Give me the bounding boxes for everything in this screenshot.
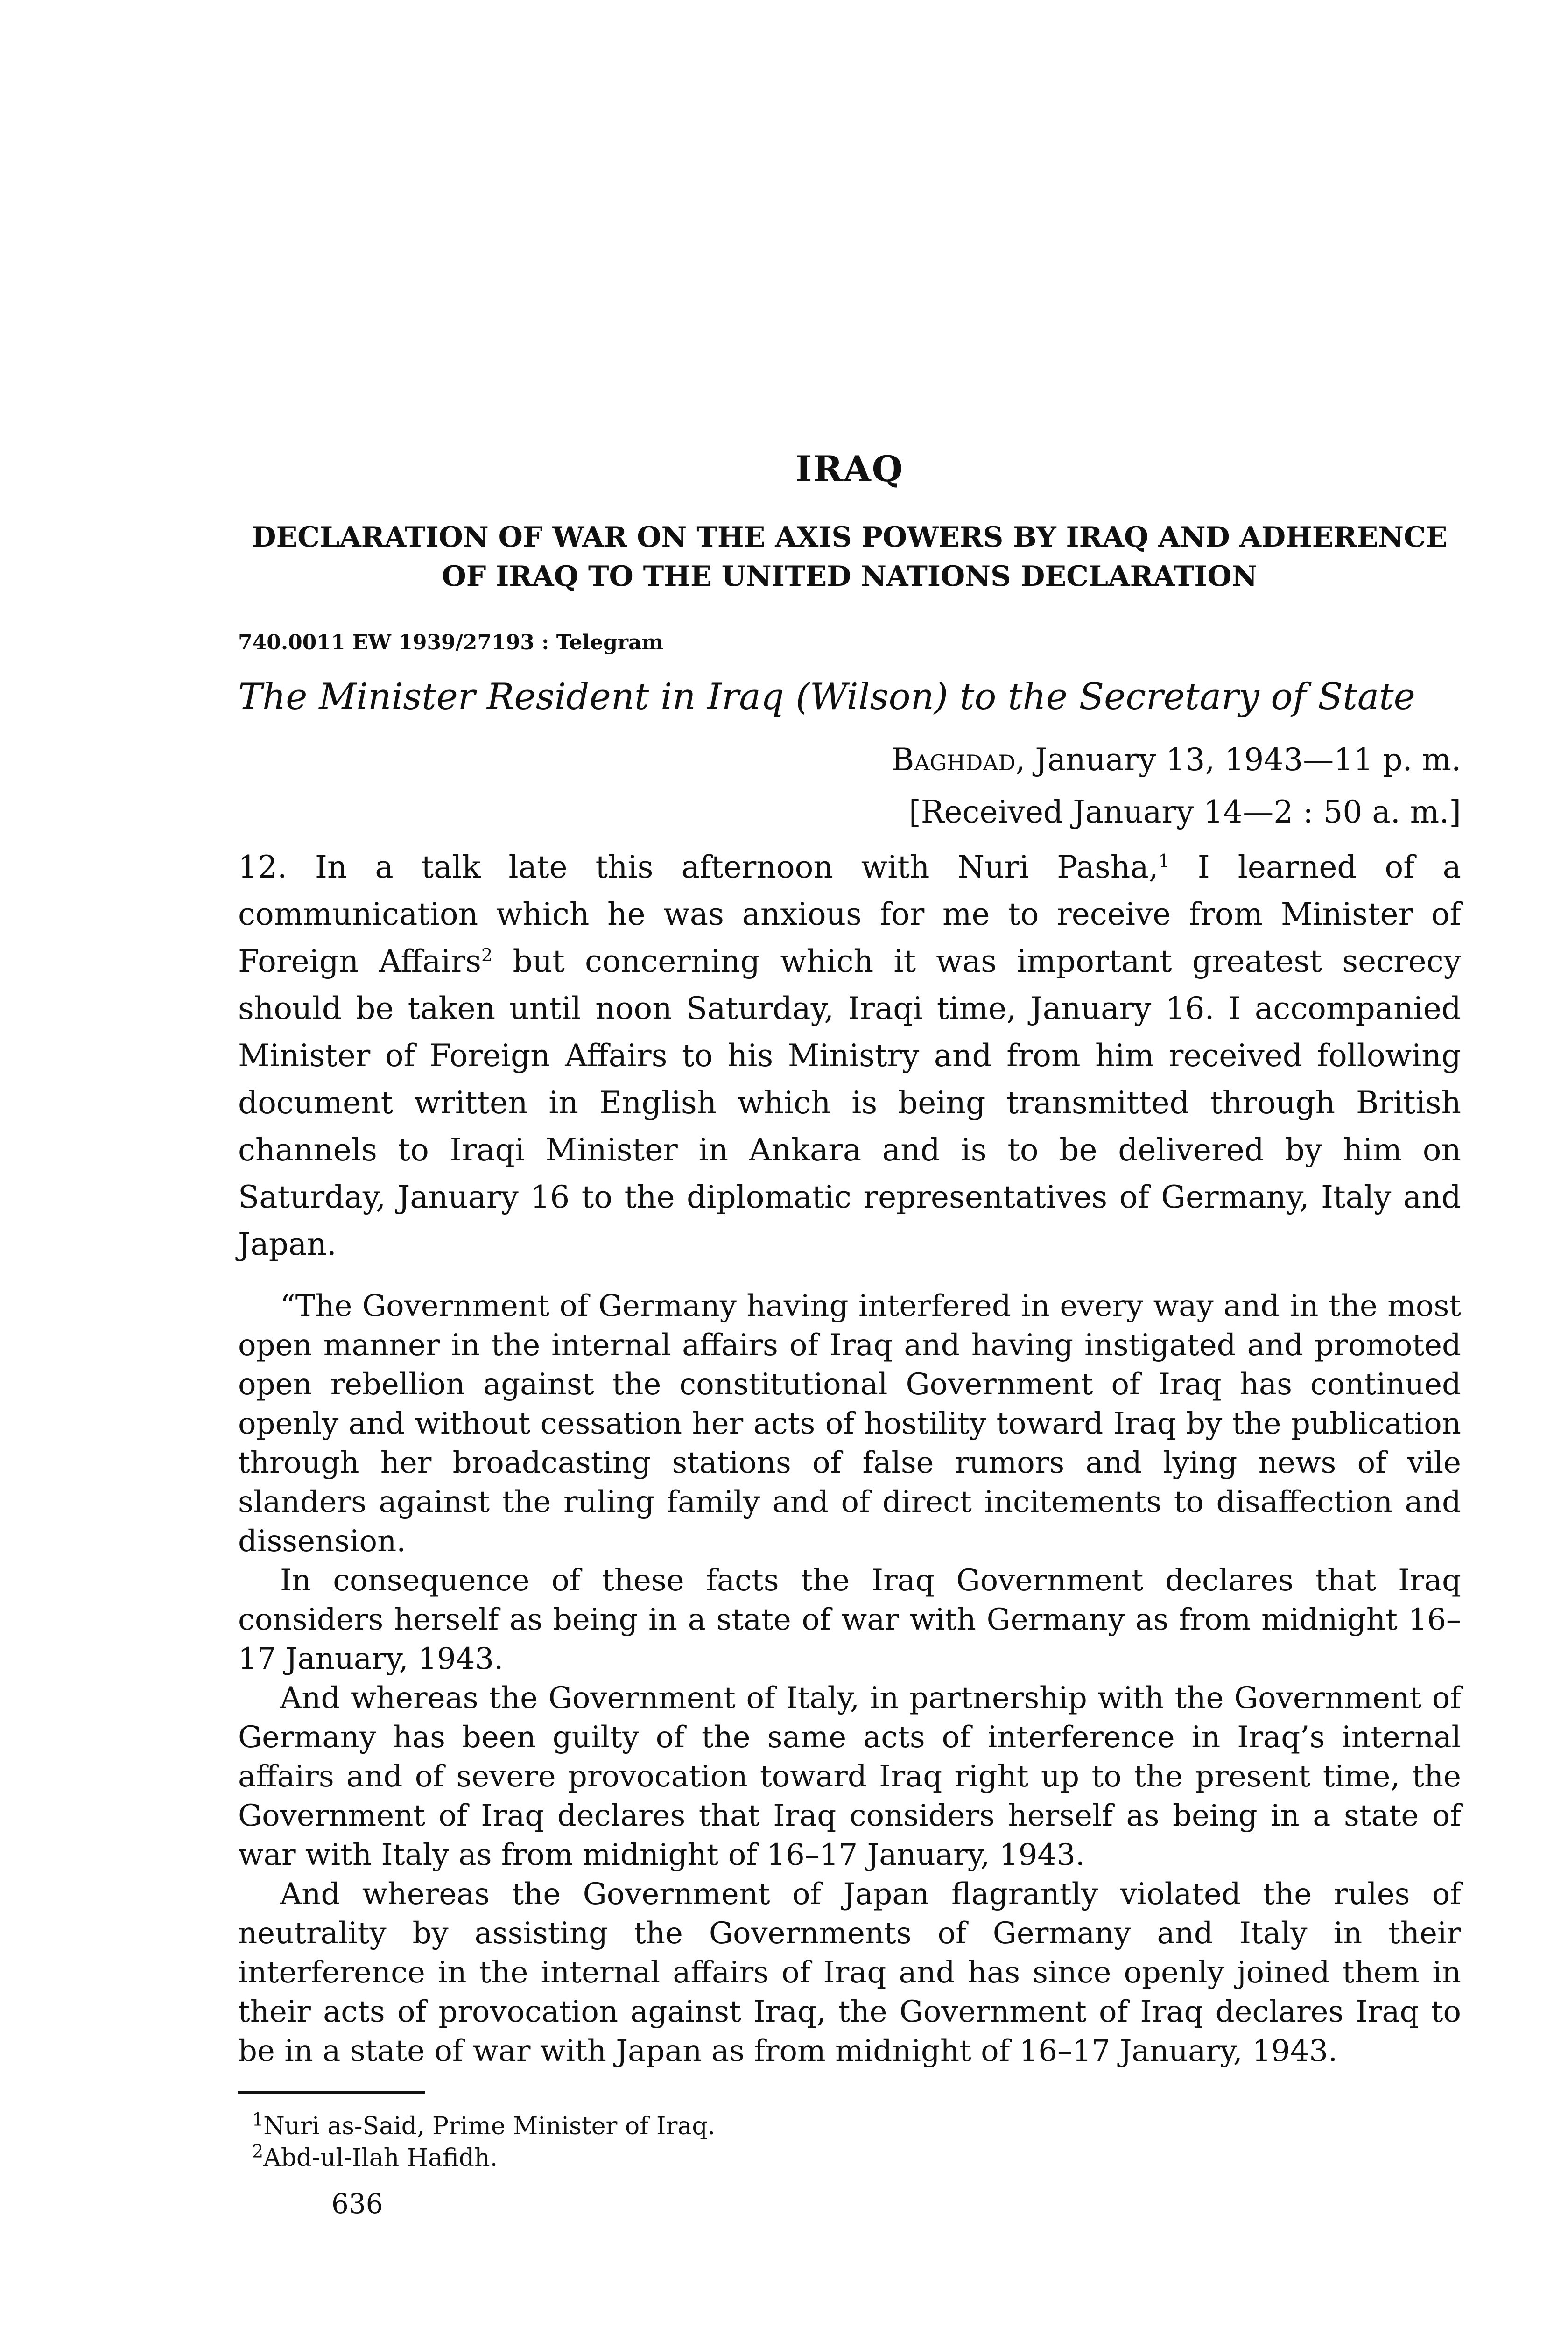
footnote-marker-1[interactable]: 1 xyxy=(1158,851,1170,871)
section-title: DECLARATION OF WAR ON THE AXIS POWERS BY IRAQ AND ADHERENCE OF IRAQ TO THE UNITED NATIONS DECLARATION xyxy=(252,521,1448,593)
telegram-text-part1: In a talk late this afternoon with Nuri Pasha, xyxy=(315,849,1159,885)
document-heading: The Minister Resident in Iraq (Wilson) to the Secretary of State xyxy=(238,676,1415,718)
page-content xyxy=(238,448,1461,2220)
dateline-place: Baghdad xyxy=(891,742,1016,778)
footnote-marker-2[interactable]: 2 xyxy=(481,945,493,965)
telegram-paragraph xyxy=(238,844,1461,1268)
page-number: 636 xyxy=(331,2188,383,2220)
quoted-declaration xyxy=(238,1287,1461,2071)
quote-paragraph-germany: “The Government of Germany having interfered in every way and in the most open manner in the internal affairs of Iraq and having instigated and promoted open rebellion against the constitutional Government of Iraq has continued openly and without cessation her acts of hostility toward Iraq by the publication through her broadcasting stations of false rumors and lying news of vile slanders against the ruling family and of direct incitements to disaffection and dissension. xyxy=(238,1289,1461,1559)
dateline-sent xyxy=(238,739,1461,781)
footnote-1-text: Nuri as-Said, Prime Minister of Iraq. xyxy=(263,2112,716,2140)
quote-paragraph-japan: And whereas the Government of Japan flagrantly violated the rules of neutrality by assisting the Governments of Germany and Italy in their interference in the internal affairs of Iraq and has since openly joined them in their acts of provocation against Iraq, the Government of Iraq declares Iraq to be in a state of war with Japan as from midnight of 16–17 January, 1943. xyxy=(238,1877,1461,2068)
footnote-2-marker: 2 xyxy=(252,2141,264,2162)
file-reference: 740.0011 EW 1939/27193 : Telegram xyxy=(238,631,664,654)
footnote-2 xyxy=(252,2142,1461,2174)
footnote-2-text: Abd-ul-Ilah Hafidh. xyxy=(263,2144,498,2172)
quote-paragraph-italy: And whereas the Government of Italy, in partnership with the Government of Germany has been guilty of the same acts of interference in Iraq’s internal affairs and of severe provocation toward Iraq right up to the present time, the Government of Iraq declares that Iraq considers herself as being in a state of war with Italy as from midnight of 16–17 January, 1943. xyxy=(238,1681,1461,1872)
dateline-received: [Received January 14—2 : 50 a. m.] xyxy=(909,794,1461,830)
quote-paragraph-consequence: In consequence of these facts the Iraq Government declares that Iraq considers herself as being in a state of war with Germany as from midnight 16–17 January, 1943. xyxy=(238,1563,1461,1676)
footnote-1-marker: 1 xyxy=(252,2109,264,2130)
telegram-text-part3: but concerning which it was important greatest secrecy should be taken until noon Saturday, Iraqi time, January 16. I accompanied Minister of Foreign Affairs to his Ministry and from him received following document written in English which is being transmitted through British channels to Iraqi Minister in Ankara and is to be delivered by him on Saturday, January 16 to the diplomatic representatives of Germany, Italy and Japan. xyxy=(238,943,1461,1262)
telegram-text-part2: I learned of a communication which he was anxious for me to receive from Minister of Foreign Affairs xyxy=(238,849,1461,979)
footnote-1 xyxy=(252,2110,1461,2142)
paragraph-number: 12. xyxy=(238,849,287,885)
dateline-sent-time: , January 13, 1943—11 p. m. xyxy=(1015,742,1461,778)
country-heading: IRAQ xyxy=(795,448,904,490)
footnote-divider xyxy=(238,2091,425,2094)
